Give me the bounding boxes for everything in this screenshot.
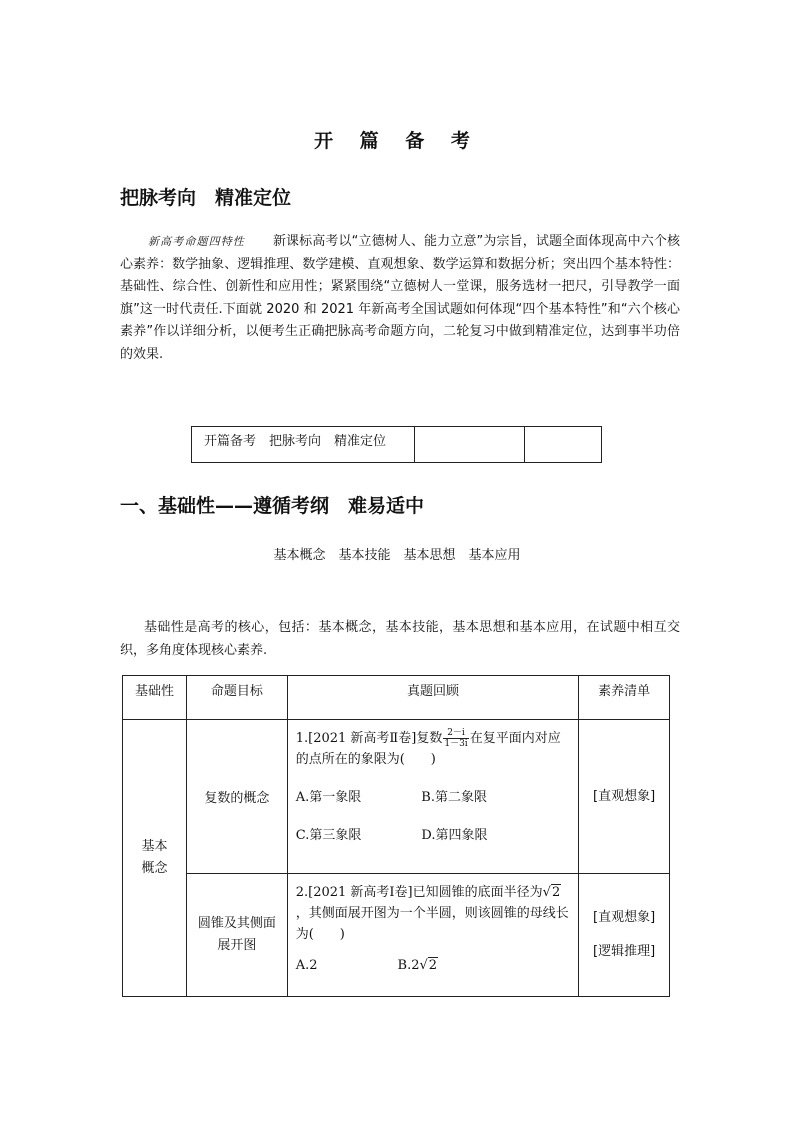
tags-cell	[579, 874, 670, 997]
question-cell	[287, 874, 578, 997]
intro-body: 新课标高考以“立德树人、能力立意”为宗旨，试题全面体现高中六个核心素养：数学抽象、逻辑推理、数学建模、直观想象、数学运算和数据分析；突出四个基本特性：基础性、综合性、创新性和应用性；紧紧围绕“立德树人一堂课，服务选材一把尺，引导教学一面旗”这一时代责任.下面就 2020 和 2021 年新高考全国试题如何体现“四个基本特性”和“六个核心素养”作以详细分析，以便考生正确把脉高考命题方向，二轮复习中做到精准定位，达到事半功倍的效果.	[120, 234, 680, 362]
table-row	[123, 874, 670, 997]
intro-paragraph	[120, 231, 680, 366]
category-cell: 基本概念	[123, 720, 187, 997]
intro-kicker: 新高考命题四特性	[148, 235, 245, 248]
header-literacy: 素养清单	[579, 676, 670, 720]
option-d: D.第四象限	[421, 828, 488, 843]
literacy-tag: [直观想象]	[593, 788, 656, 804]
table-header-row	[123, 676, 670, 720]
sqrt-radicand: 2	[551, 885, 561, 900]
fraction-numerator: 2－i	[443, 728, 468, 739]
option-a: A.2	[295, 958, 318, 973]
section1-subtitle: 基本概念 基本技能 基本思想 基本应用	[273, 548, 521, 563]
nav-table	[191, 426, 602, 463]
sqrt-expression: √2	[419, 958, 438, 973]
sqrt-radicand: 2	[428, 958, 438, 973]
page-title: 开 篇 备 考	[314, 130, 480, 152]
section-heading: 把脉考向 精准定位	[120, 187, 292, 209]
question-1-suffix: 在复平面内对应的点所在的象限为( )	[295, 731, 561, 767]
section1-heading: 一、基础性——遵循考纲 难易适中	[120, 495, 425, 517]
nav-cell-title: 开篇备考 把脉考向 精准定位	[192, 427, 415, 462]
tags-cell	[579, 720, 670, 874]
goal-cell: 圆锥及其侧面展开图	[186, 874, 287, 997]
header-basics: 基础性	[123, 676, 187, 720]
sqrt-expression: √2	[542, 885, 561, 900]
basics-table	[122, 675, 670, 997]
fraction	[443, 728, 468, 749]
option-b: B.第二象限	[421, 790, 487, 805]
goal-cell: 复数的概念	[186, 720, 287, 874]
option-a: A.第一象限	[295, 790, 362, 805]
header-questions: 真题回顾	[287, 676, 578, 720]
nav-cell-empty-2	[525, 427, 601, 462]
option-c: C.第三象限	[295, 828, 362, 843]
section1-paragraph: 基础性是高考的核心，包括：基本概念，基本技能，基本思想和基本应用，在试题中相互交织，多角度体现核心素养.	[120, 620, 680, 658]
question-2-prefix: 2.[2021 新高考Ⅰ卷]已知圆锥的底面半径为	[295, 885, 543, 900]
question-2-suffix: ，其侧面展开图为一个半圆，则该圆锥的母线长为( )	[295, 906, 569, 942]
table-row	[123, 720, 670, 874]
nav-cell-empty-1	[415, 427, 525, 462]
question-cell	[287, 720, 578, 874]
literacy-tag: [直观想象]	[593, 910, 656, 925]
header-goal: 命题目标	[186, 676, 287, 720]
fraction-denominator: 1－3i	[444, 739, 468, 749]
option-b	[398, 955, 439, 976]
option-b-label: B.2	[397, 958, 420, 973]
question-1-prefix: 1.[2021 新高考Ⅱ卷]复数	[295, 731, 443, 746]
literacy-tag: [逻辑推理]	[593, 944, 656, 959]
